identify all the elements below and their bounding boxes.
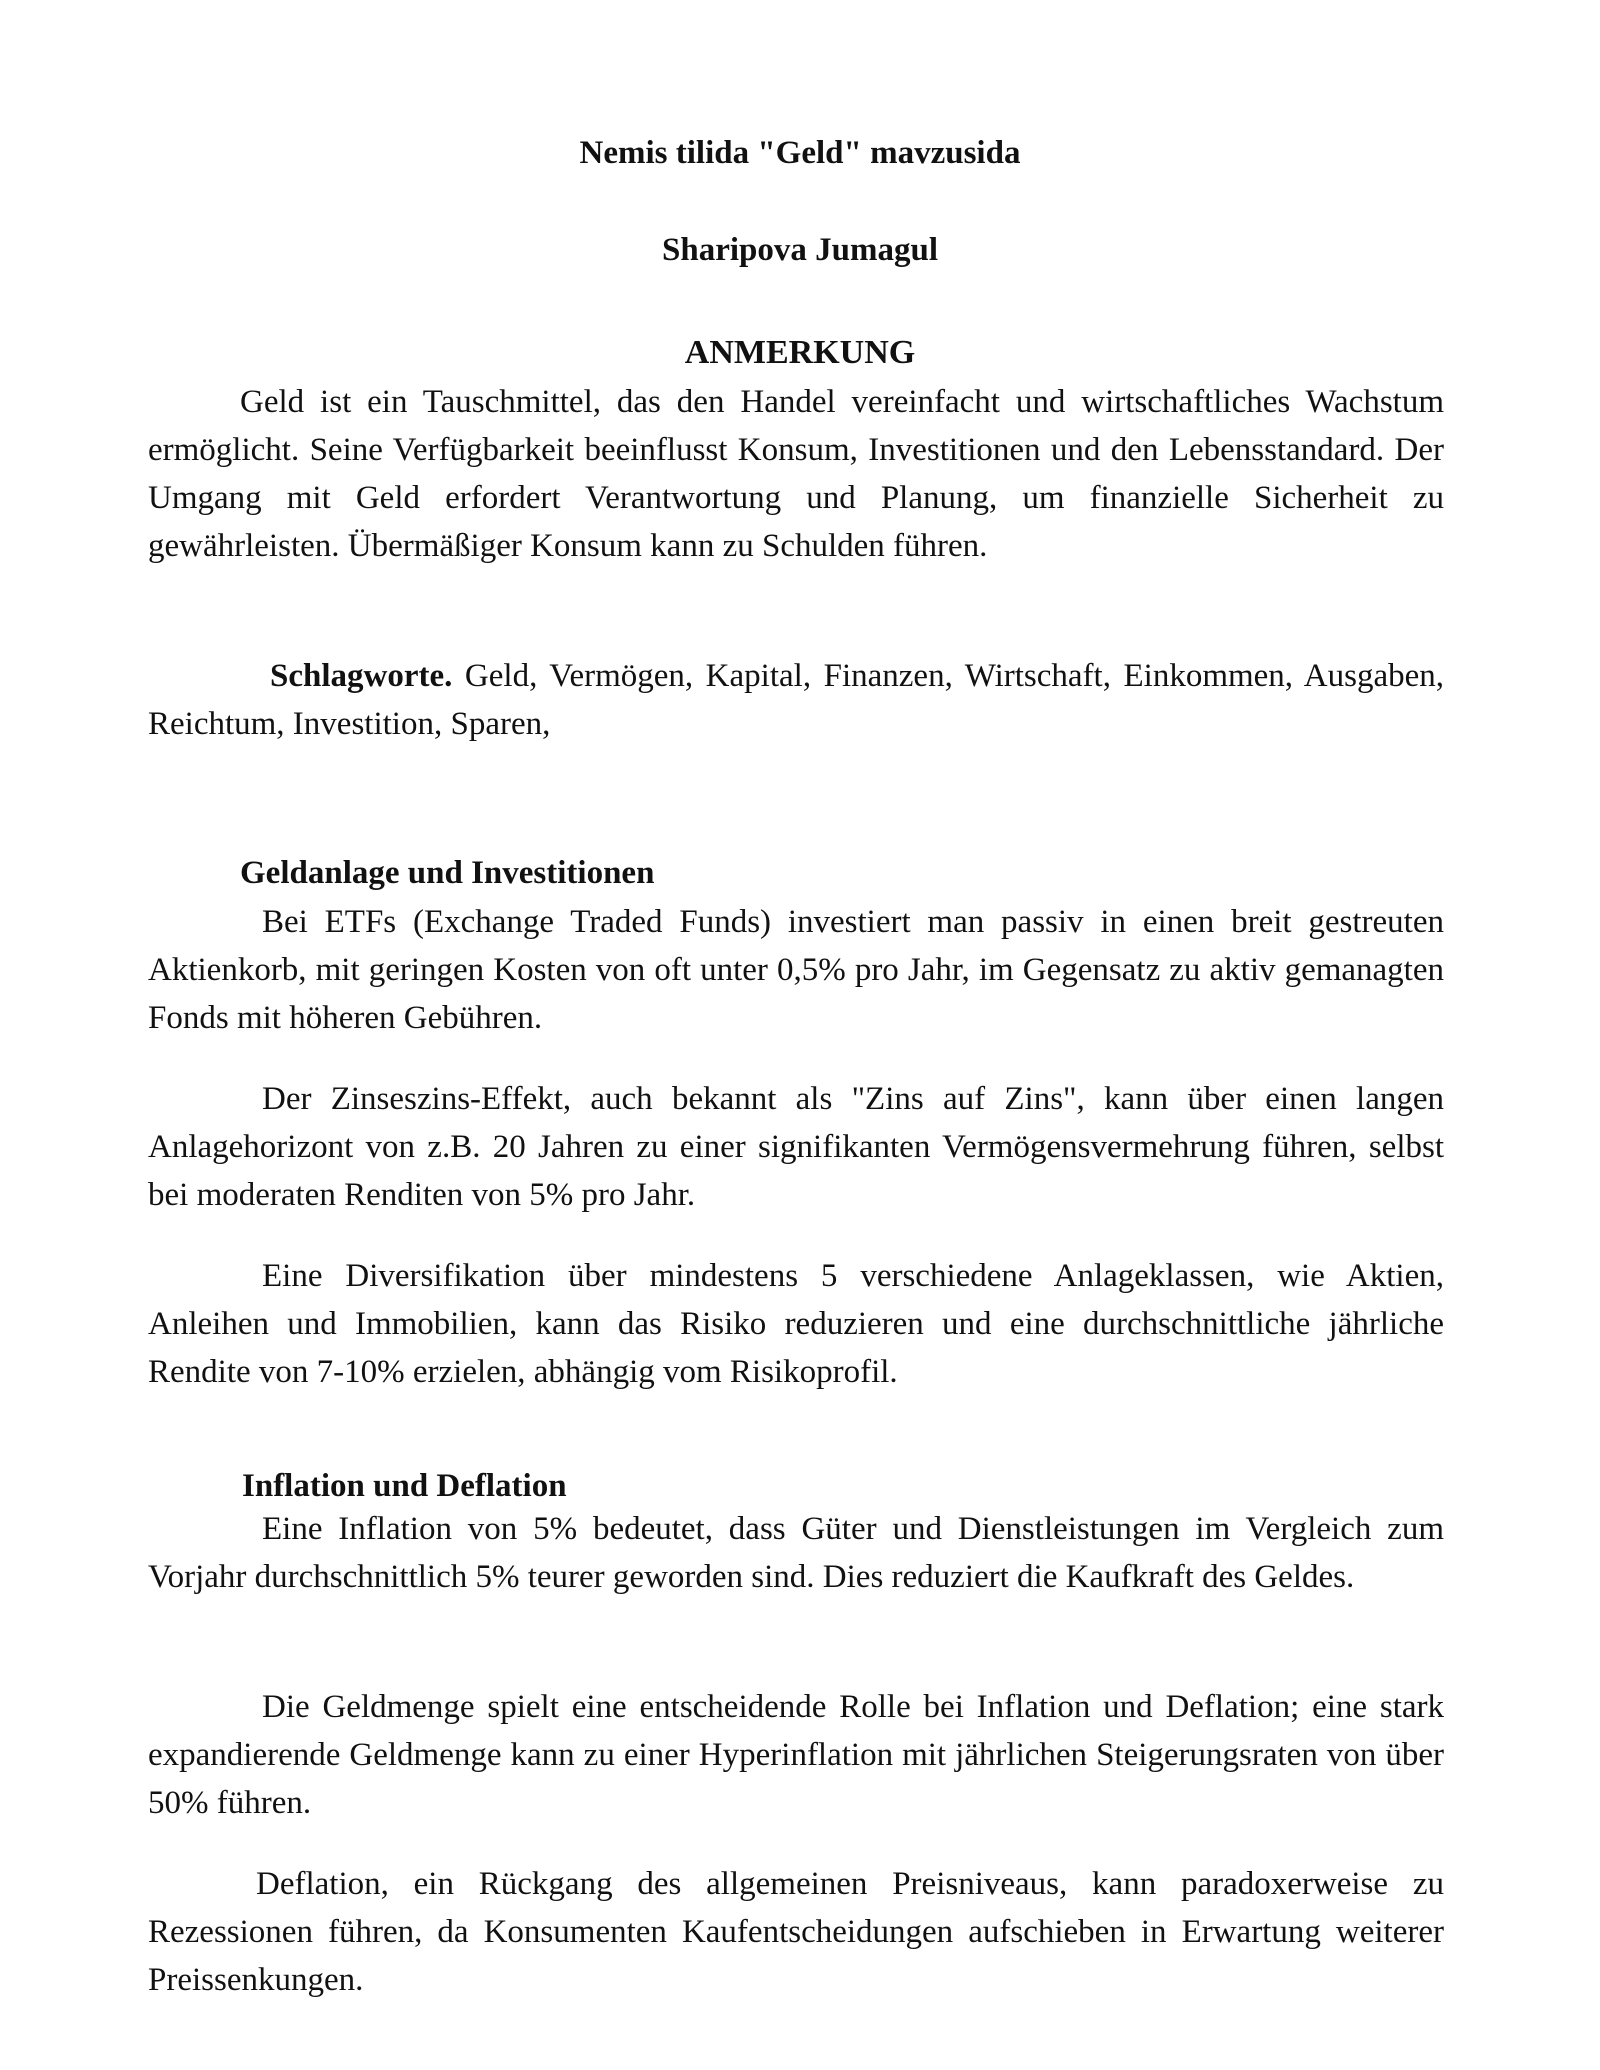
keywords-paragraph [148,652,1444,748]
author-name: Sharipova Jumagul [662,232,938,268]
keywords-label: Schlagworte. [270,658,453,694]
section-paragraph: Eine Inflation von 5% bedeutet, dass Güter und Dienstleistungen im Vergleich zum Vorjahr durchschnittlich 5% teurer geworden sind. Dies reduziert die Kaufkraft des Geldes. [148,1511,1444,1595]
section-paragraph: Die Geldmenge spielt eine entscheidende Rolle bei Inflation und Deflation; eine stark expandierende Geldmenge kann zu einer Hyperinflation mit jährlichen Steigerungsraten von über 50% führen. [148,1689,1444,1821]
abstract-paragraph: Geld ist ein Tauschmittel, das den Handel vereinfacht und wirtschaftliches Wachstum ermöglicht. Seine Verfügbarkeit beeinflusst Konsum, Investitionen und den Lebensstandard. Der Umgang mit Geld erfordert Verantwortung und Planung, um finanzielle Sicherheit zu gewährleisten. Übermäßiger Konsum kann zu Schulden führen. [148,384,1444,564]
section-paragraph: Eine Diversifikation über mindestens 5 verschiedene Anlageklassen, wie Aktien, Anleihen und Immobilien, kann das Risiko reduzieren und eine durchschnittliche jährliche Rendite von 7-10% erzielen, abhängig vom Risikoprofil. [148,1258,1444,1390]
section-paragraph: Der Zinseszins-Effekt, auch bekannt als "Zins auf Zins", kann über einen langen Anlagehorizont von z.B. 20 Jahren zu einer signifikanten Vermögensvermehrung führen, selbst bei moderaten Renditen von 5% pro Jahr. [148,1081,1444,1213]
abstract-heading: ANMERKUNG [684,334,916,371]
keywords-list: Geld, Vermögen, Kapital, Finanzen, Wirtschaft, Einkommen, Ausgaben, Reichtum, Investition, Sparen, [148,658,1444,742]
section-paragraph: Deflation, ein Rückgang des allgemeinen Preisniveaus, kann paradoxerweise zu Rezessionen führen, da Konsumenten Kaufentscheidungen aufschieben in Erwartung weiterer Preissenkungen. [148,1866,1444,1998]
document-title: Nemis tilida "Geld" mavzusida [579,135,1021,171]
section-heading-investments: Geldanlage und Investitionen [240,855,655,891]
section-heading-inflation: Inflation und Deflation [242,1468,567,1504]
section-paragraph: Bei ETFs (Exchange Traded Funds) investiert man passiv in einen breit gestreuten Aktienkorb, mit geringen Kosten von oft unter 0,5% pro Jahr, im Gegensatz zu aktiv gemanagten Fonds mit höheren Gebühren. [148,904,1444,1036]
